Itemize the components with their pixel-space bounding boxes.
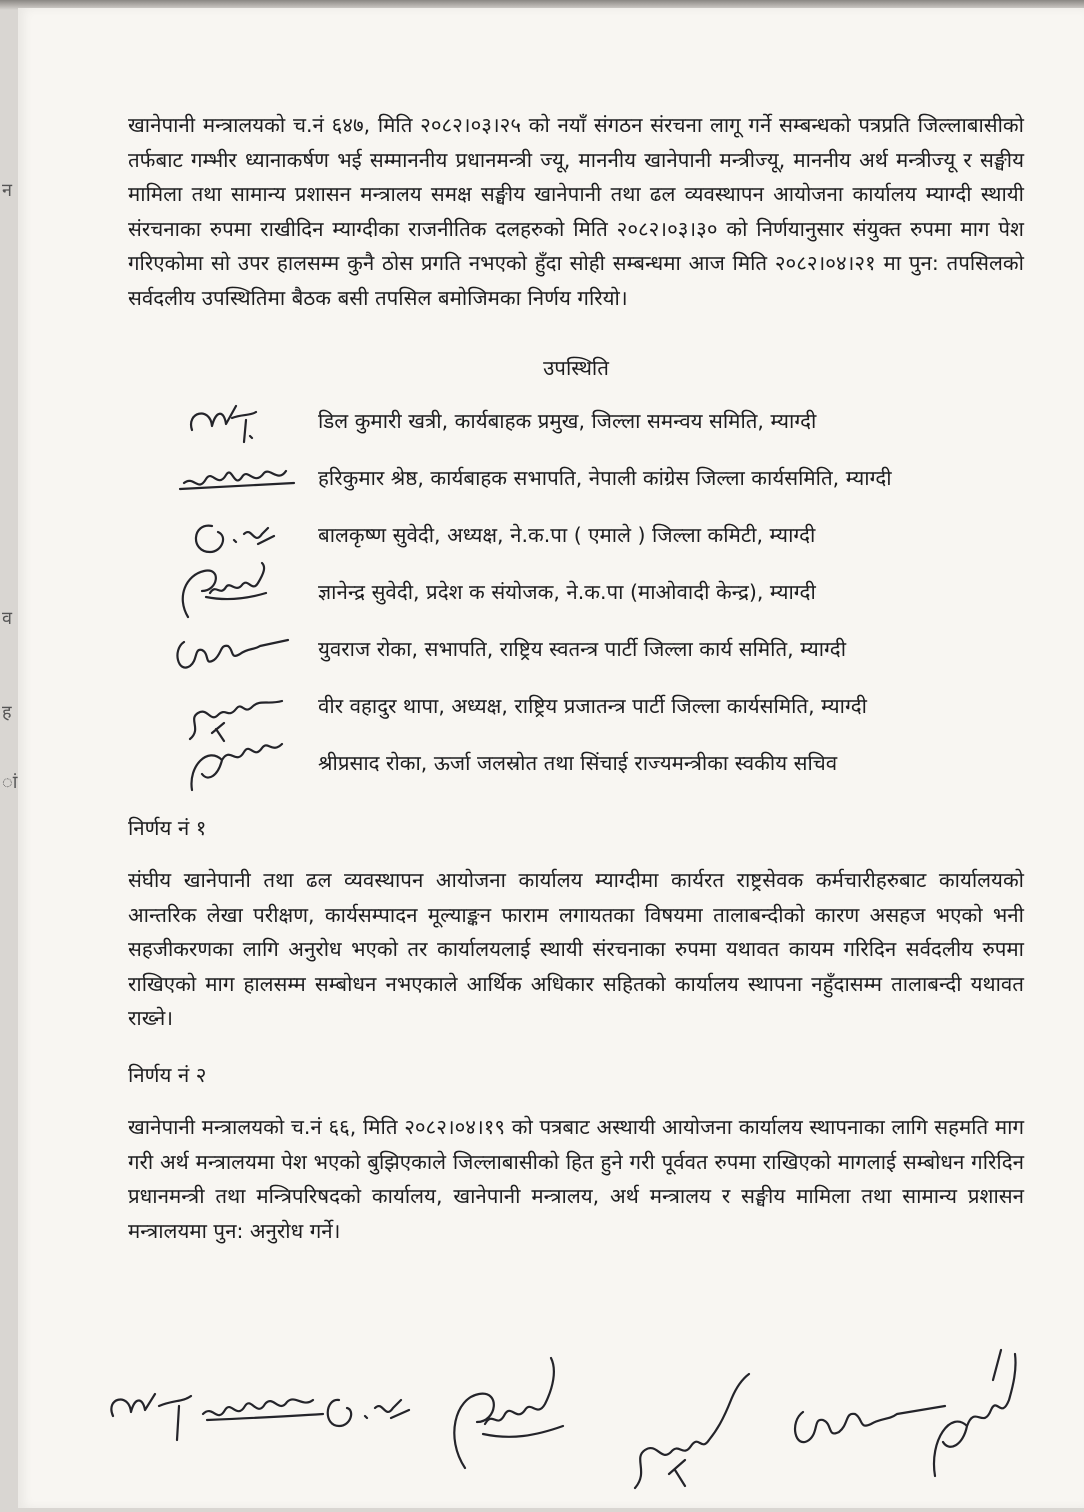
signature-icon	[435, 1348, 585, 1488]
decision-1-text: संघीय खानेपानी तथा ढल व्यवस्थापन आयोजना कार्यालय म्याग्दीमा कार्यरत राष्ट्रसेवक कर्मचारीहरुबाट कार्यालयको आन्तरिक लेखा परीक्षण, कार्यसम्पादन मूल्याङ्कन फाराम लगायतका विषयमा तालाबन्दीको कारण असहज भएको भनी सहजीकरणका लागि अनुरोध भएको तर कार्यालयलाई स्थायी संरचनाका रुपमा यथावत कायम गरिदिन सर्वदलीय रुपमा राखिएको माग हालसम्म सम्बोधन नभएकाले आर्थिक अधिकार सहितको कार्यालय स्थापना नहुँदासम्म तालाबन्दी यथावत राख्ने।	[128, 868, 1024, 1030]
margin-mark: ां	[2, 772, 18, 793]
margin-mark: व	[2, 608, 13, 629]
decision-2-heading: निर्णय नं २	[128, 1062, 207, 1087]
attendance-heading: उपस्थिति	[543, 356, 609, 380]
attendee-name: ज्ञानेन्द्र सुवेदी, प्रदेश क संयोजक, ने.क.पा (माओवादी केन्द्र), म्याग्दी	[318, 579, 816, 604]
attendee-name: डिल कुमारी खत्री, कार्यबाहक प्रमुख, जिल्ला समन्वय समिति, म्याग्दी	[318, 408, 817, 433]
signature-icon	[168, 620, 308, 680]
attendee-row	[128, 748, 1024, 805]
signature-icon	[178, 726, 318, 796]
signature-icon	[174, 449, 314, 509]
decision-2-text: खानेपानी मन्त्रालयको च.नं ६६, मिति २०८२।०४।१९ को पत्रबाट अस्थायी आयोजना कार्यालय स्थापनाका लागि सहमति माग गरी अर्थ मन्त्रालयमा पेश भएको बुझिएकाले जिल्लाबासीको हित हुने गरी पूर्ववत रुपमा राखिएको मागलाई सम्बोधन गरिदिन प्रधानमन्त्री तथा मन्त्रिपरिषदको कार्यालय, खानेपानी मन्त्रालय, अर्थ मन्त्रालय र सङ्घीय मामिला तथा सामान्य प्रशासन मन्त्रालयमा पुन: अनुरोध गर्ने।	[128, 1115, 1024, 1243]
margin-mark: न	[2, 180, 12, 201]
signature-icon	[103, 1376, 433, 1456]
attendee-name: वीर वहादुर थापा, अध्यक्ष, राष्ट्रिय प्रजातन्त्र पार्टी जिल्ला कार्यसमिति, म्याग्दी	[318, 693, 867, 718]
signature-icon	[905, 1340, 1025, 1480]
document-body	[128, 108, 1024, 1270]
intro-paragraph: खानेपानी मन्त्रालयको च.नं ६४७, मिति २०८२।०३।२५ को नयाँ संगठन संरचना लागू गर्ने सम्बन्धको पत्रप्रति जिल्लाबासीको तर्फबाट गम्भीर ध्यानाकर्षण भई सम्माननीय प्रधानमन्त्री ज्यू, माननीय खानेपानी मन्त्रीज्यू, माननीय अर्थ मन्त्रीज्यू र सङ्घीय मामिला तथा सामान्य प्रशासन मन्त्रालय समक्ष सङ्घीय खानेपानी तथा ढल व्यवस्थापन आयोजना कार्यालय म्याग्दी स्थायी संरचनाका रुपमा राखीदिन म्याग्दीका राजनीतिक दलहरुको मिति २०८२।०३।३० को निर्णयानुसार संयुक्त रुपमा माग पेश गरिएकोमा सो उपर हालसम्म कुनै ठोस प्रगति नभएको हुँदा सोही सम्बन्धमा आज मिति २०८२।०४।२१ मा पुन: तपसिलको सर्वदलीय उपस्थितिमा बैठक बसी तपसिल बमोजिमका निर्णय गरियो।	[128, 113, 1024, 310]
signature-icon	[166, 557, 306, 627]
decision-1-heading: निर्णय नं १	[128, 815, 207, 840]
signature-icon	[615, 1360, 765, 1500]
attendee-name: हरिकुमार श्रेष्ठ, कार्यबाहक सभापति, नेपाली कांग्रेस जिल्ला कार्यसमिति, म्याग्दी	[318, 465, 892, 490]
margin-mark: ह	[2, 702, 12, 723]
bottom-signatures	[95, 1340, 1025, 1500]
signature-icon	[182, 392, 322, 452]
attendee-name: युवराज रोका, सभापति, राष्ट्रिय स्वतन्त्र पार्टी जिल्ला कार्य समिति, म्याग्दी	[318, 636, 847, 661]
attendee-name: बालकृष्ण सुवेदी, अध्यक्ष, ने.क.पा ( एमाले ) जिल्ला कमिटी, म्याग्दी	[318, 522, 816, 547]
attendance-list	[128, 406, 1024, 805]
attendee-name: श्रीप्रसाद रोका, ऊर्जा जलस्रोत तथा सिंचाई राज्यमन्त्रीका स्वकीय सचिव	[318, 750, 838, 775]
